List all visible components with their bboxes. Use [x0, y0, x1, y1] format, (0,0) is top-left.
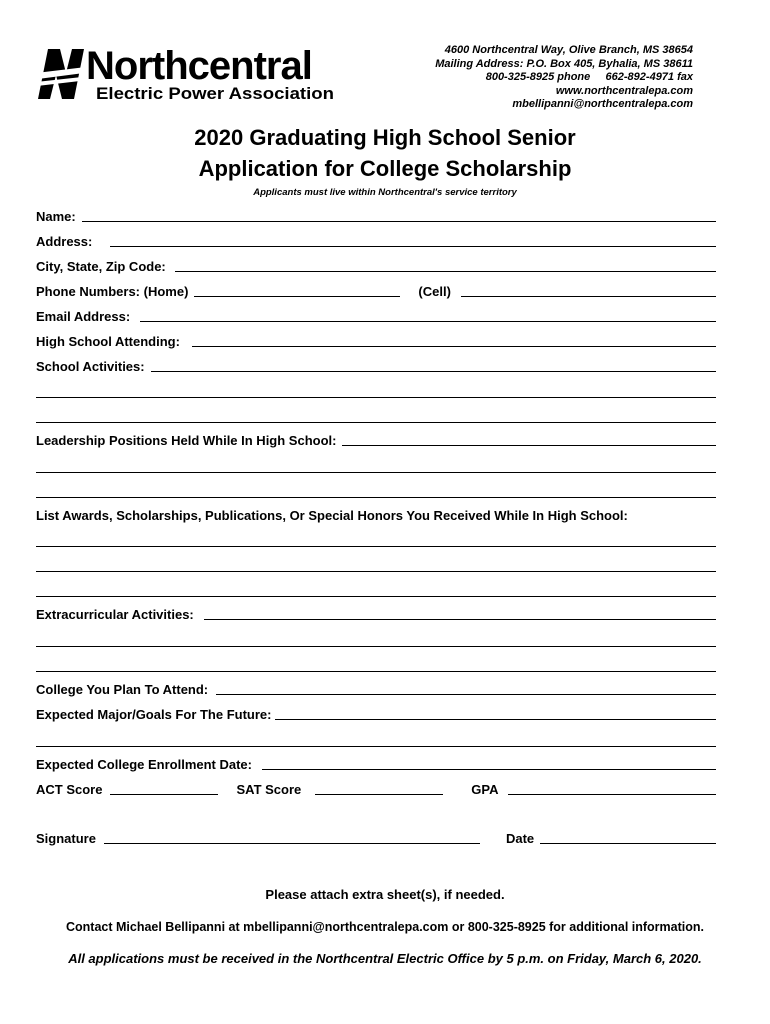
- street-address: 4600 Northcentral Way, Olive Branch, MS 38654: [444, 44, 693, 56]
- awards-label: List Awards, Scholarships, Publications, Or Special Honors You Received While In High School:: [36, 508, 628, 523]
- extracurricular-label: Extracurricular Activities:: [36, 607, 194, 622]
- phone-home-field[interactable]: [194, 296, 400, 297]
- phone-row: [36, 283, 716, 299]
- city-state-zip-row: [36, 258, 716, 274]
- act-score-field[interactable]: [110, 794, 218, 795]
- major-goals-line-2[interactable]: [36, 746, 716, 747]
- high-school-row: [36, 333, 716, 349]
- email-label: Email Address:: [36, 309, 131, 324]
- city-state-zip-label: City, State, Zip Code:: [36, 259, 166, 274]
- act-score-label: ACT Score: [36, 782, 103, 797]
- website-link[interactable]: www.northcentralepa.com: [555, 84, 693, 97]
- major-goals-field[interactable]: [275, 719, 716, 720]
- date-label: Date: [505, 831, 535, 846]
- name-row: [36, 208, 716, 224]
- form-title-line1: 2020 Graduating High School Senior: [194, 125, 576, 150]
- email-link[interactable]: mbellipanni@northcentralepa.com: [512, 98, 693, 111]
- phone-cell-label: (Cell): [418, 284, 451, 299]
- leadership-line-3[interactable]: [36, 497, 716, 498]
- phone-cell-field[interactable]: [461, 296, 716, 297]
- phone-fax: 800-325-8925 phone 662-892-4971 fax: [485, 71, 693, 84]
- name-label: Name:: [36, 209, 76, 224]
- form-subtitle: Applicants must live within Northcentral's service territory: [253, 187, 517, 198]
- sat-score-label: SAT Score: [236, 782, 302, 797]
- high-school-label: High School Attending:: [36, 334, 180, 349]
- leadership-label: Leadership Positions Held While In High School:: [36, 433, 337, 448]
- extracurricular-line-2[interactable]: [36, 646, 716, 647]
- enrollment-date-label: Expected College Enrollment Date:: [36, 757, 252, 772]
- contact-address-block: [435, 44, 693, 112]
- extracurricular-line-3[interactable]: [36, 671, 716, 672]
- leadership-line-2[interactable]: [36, 472, 716, 473]
- address-row: [36, 233, 716, 249]
- address-field[interactable]: [110, 246, 716, 247]
- email-field[interactable]: [140, 321, 716, 322]
- sat-score-field[interactable]: [315, 794, 443, 795]
- high-school-field[interactable]: [192, 346, 716, 347]
- city-state-zip-field[interactable]: [175, 271, 716, 272]
- northcentral-logo: [36, 43, 336, 103]
- extracurricular-row: [36, 606, 716, 622]
- attach-note: Please attach extra sheet(s), if needed.: [265, 887, 505, 902]
- enrollment-date-row: [36, 756, 716, 772]
- awards-line-1[interactable]: [36, 546, 716, 547]
- college-row: [36, 681, 716, 697]
- school-activities-line-2[interactable]: [36, 397, 716, 398]
- leadership-field[interactable]: [342, 445, 716, 446]
- extracurricular-field[interactable]: [204, 619, 716, 620]
- leadership-row: [36, 432, 716, 448]
- deadline-note: All applications must be received in the Northcentral Electric Office by 5 p.m. on Friday, March 6, 2020.: [68, 951, 702, 966]
- scores-row: [36, 781, 716, 797]
- signature-label: Signature: [36, 831, 96, 846]
- major-goals-label: Expected Major/Goals For The Future:: [36, 707, 272, 722]
- signature-row: [36, 830, 716, 846]
- awards-line-3[interactable]: [36, 596, 716, 597]
- gpa-field[interactable]: [508, 794, 716, 795]
- awards-line-2[interactable]: [36, 571, 716, 572]
- college-label: College You Plan To Attend:: [36, 682, 209, 697]
- email-row: [36, 308, 716, 324]
- awards-row: [36, 507, 716, 523]
- gpa-label: GPA: [471, 782, 499, 797]
- school-activities-label: School Activities:: [36, 359, 145, 374]
- school-activities-line-3[interactable]: [36, 422, 716, 423]
- school-activities-row: [36, 358, 716, 374]
- name-field[interactable]: [82, 221, 716, 222]
- date-field[interactable]: [540, 843, 716, 844]
- phone-home-label: Phone Numbers: (Home): [36, 284, 189, 299]
- contact-note: Contact Michael Bellipanni at mbellipanni@northcentralepa.com or 800-325-8925 for additional information.: [65, 920, 704, 934]
- lightning-n-mark: [36, 49, 86, 99]
- logo-tagline: Electric Power Association: [96, 84, 334, 103]
- major-goals-row: [36, 706, 716, 722]
- college-field[interactable]: [216, 694, 716, 695]
- logo-name: Northcentral: [86, 44, 312, 88]
- school-activities-field[interactable]: [151, 371, 716, 372]
- form-title-line2: Application for College Scholarship: [198, 156, 572, 181]
- mailing-address: Mailing Address: P.O. Box 405, Byhalia, MS 38611: [435, 57, 693, 70]
- signature-field[interactable]: [104, 843, 480, 844]
- address-label: Address:: [36, 234, 93, 249]
- enrollment-date-field[interactable]: [262, 769, 716, 770]
